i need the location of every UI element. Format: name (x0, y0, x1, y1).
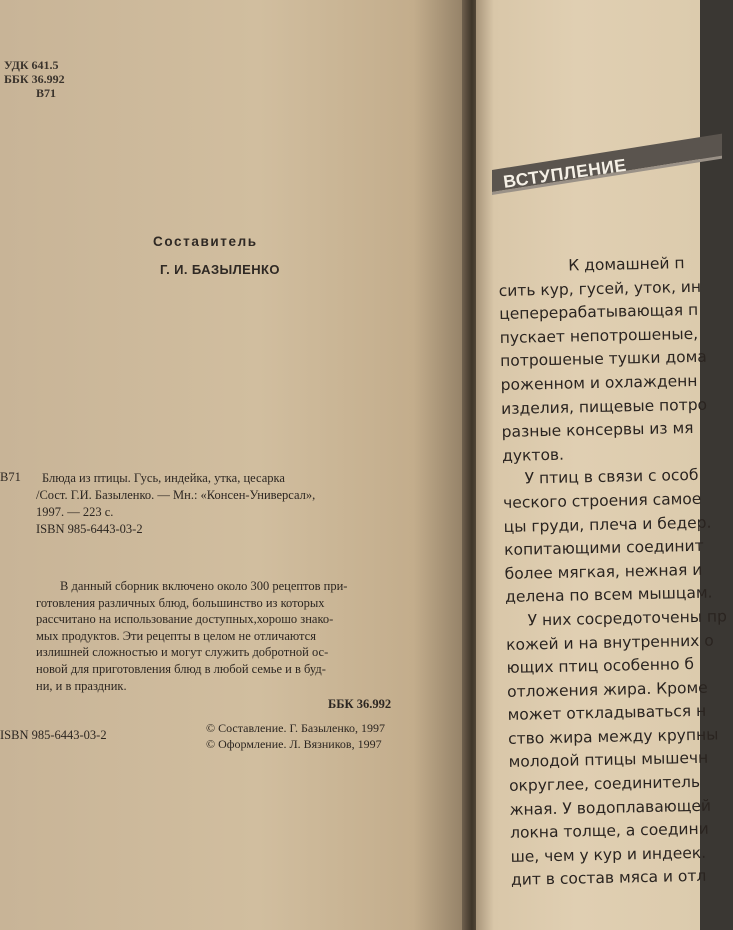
copyrights (206, 720, 385, 752)
annotation-line: ни, и в праздник. (36, 678, 127, 693)
isbn-bottom: ISBN 985-6443-03-2 (0, 728, 107, 742)
intro-line: У птиц в связи с особ (524, 466, 699, 488)
intro-line: округлее, соединитель (508, 772, 701, 795)
intro-line: кожей и на внутренних о (505, 631, 714, 654)
intro-line: более мягкая, нежная и (504, 560, 703, 583)
intro-text (498, 251, 733, 893)
intro-line: ческого строения самое (502, 489, 702, 512)
compiler-label: Составитель (153, 234, 258, 249)
annotation-line: готовления различных блюд, большинство из которых (36, 595, 325, 610)
annotation (36, 578, 347, 694)
annotation-line: мых продуктов. Эти рецепты в целом не отличаются (36, 628, 316, 643)
intro-line: У них сосредоточены пр (527, 607, 728, 630)
annotation-line: В данный сборник включено около 300 рецептов при- (60, 579, 348, 593)
classification-codes (4, 58, 65, 100)
intro-line: ющих птиц особенно б (506, 655, 695, 678)
intro-line: ше, чем у кур и индеек. (510, 843, 707, 866)
bbk-code: ББК 36.992 (4, 72, 65, 86)
intro-line: дит в состав мяса и отл (510, 867, 707, 890)
intro-line: цы груди, плеча и бедер. (503, 513, 712, 536)
bbk-bottom: ББК 36.992 (328, 697, 392, 711)
intro-line: делена по всем мышцам. (504, 583, 713, 607)
bibliographic-entry (36, 470, 315, 538)
intro-line: молодой птицы мышечн (508, 749, 709, 772)
intro-line: разные консервы из мя (501, 419, 694, 442)
intro-line: копитающими соединит (503, 536, 704, 560)
udk-code: УДК 641.5 (4, 58, 59, 72)
copyright-line: © Составление. Г. Базыленко, 1997 (206, 721, 386, 735)
chapter-heading: ВСТУПЛЕНИЕ (502, 154, 628, 192)
intro-line: потрошеные тушки дома (500, 348, 708, 371)
copyright-line: © Оформление. Л. Вязников, 1997 (206, 737, 382, 751)
intro-line: ство жира между крупны (507, 725, 719, 748)
library-mark: В71 (0, 470, 21, 484)
annotation-line: излишней сложностью и могут служить добротной ос- (36, 645, 329, 660)
intro-line: цеперерабатывающая п (499, 301, 699, 324)
compiler-name: Г. И. БАЗЫЛЕНКО (160, 262, 280, 277)
intro-line: может откладываться н (507, 702, 707, 725)
intro-line: пускает непотрошеные, (499, 324, 699, 347)
author-mark: В71 (36, 86, 57, 100)
intro-line: отложения жира. Кроме (506, 678, 708, 701)
intro-line: локна толще, а соедини (509, 819, 709, 843)
annotation-line: рассчитано на использование доступных,хорошо знако- (36, 612, 334, 627)
bib-line: 1997. — 223 с. (36, 505, 114, 519)
intro-line: К домашней п (568, 254, 685, 275)
intro-line: жная. У водоплавающей (509, 796, 712, 819)
intro-line: дуктов. (501, 445, 565, 465)
intro-line: сить кур, гусей, уток, ин (498, 277, 702, 300)
annotation-line: новой для приготовления блюд в любой семье и в буд- (36, 661, 326, 676)
bib-line: /Сост. Г.И. Базыленко. — Мн.: «Консен-Универсал», (36, 488, 316, 502)
bib-isbn: ISBN 985-6443-03-2 (36, 522, 143, 536)
intro-line: роженном и охлажденн (500, 371, 698, 394)
bib-line: Блюда из птицы. Гусь, индейка, утка, цесарка (42, 471, 285, 485)
intro-line: изделия, пищевые потро (501, 395, 708, 418)
